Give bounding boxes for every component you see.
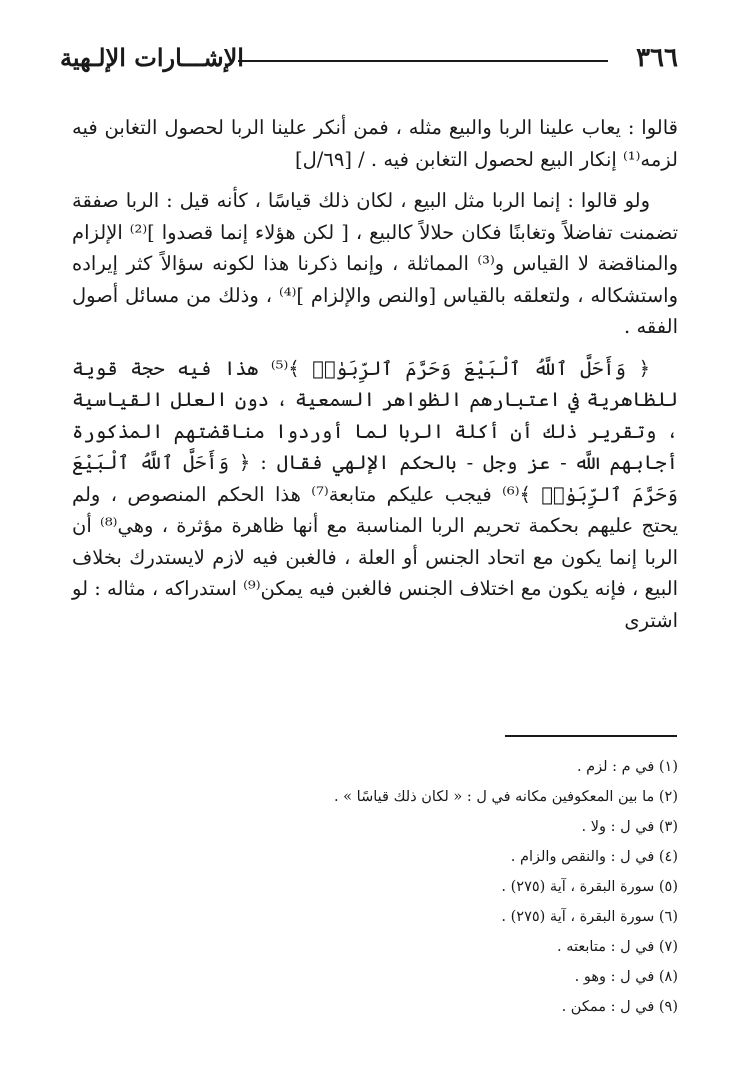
- footnote: (٤) في ل : والنقص والزام .: [510, 849, 678, 865]
- footnote: (٦) سورة البقرة ، آية (٢٧٥) .: [501, 909, 678, 925]
- running-title: الإشـــارات الإلـهية: [60, 43, 244, 72]
- footnote: (٢) ما بين المعكوفين مكانه في ل : « لكان ذلك قياسًا » .: [333, 789, 678, 805]
- paragraph: قالوا : يعاب علينا الربا والبيع مثله ، فمن أنكر علينا الربا لحصول التغابن فيه لزمه⁽¹⁾ إنكار البيع لحصول التغابن فيه . / [٦٩/ل]: [72, 116, 678, 171]
- paragraph: ﴿ وَأَحَلَّ ٱللَّهُ ٱلْبَيْعَ وَحَرَّمَ ٱلرِّبَوٰا۟ ﴾⁽⁵⁾ هذا فيه حجة قوية للظاهرية في اعتبارهم الظواهر السمعية ، دون العلل القياسية ، وتقرير ذلك أن أكلة الربا لما أوردوا مناقضتهم المذكورة أجابهم اللَّه - عز وجل - بالحكم الإلهي فقال : ﴿ وَأَحَلَّ ٱللَّهُ ٱلْبَيْعَ وَحَرَّمَ ٱلرِّبَوٰا۟ ﴾⁽⁶⁾ فيجب عليكم متابعة⁽⁷⁾ هذا الحكم المنصوص ، ولم يحتج عليهم بحكمة تحريم الربا المناسبة مع أنها ظاهرة مؤثرة ، وهي⁽⁸⁾ أن الربا إنما يكون مع اتحاد الجنس أو العلة ، فالغبن فيه لازم لايستدرك بخلاف البيع ، فإنه يكون مع اختلاف الجنس فالغبن فيه يمكن⁽⁹⁾ استدراكه ، مثاله : لو اشترى: [72, 356, 679, 632]
- header-rule: [238, 60, 608, 62]
- footnote: (٩) في ل : ممكن .: [561, 999, 678, 1015]
- page-number: ٣٦٦: [636, 43, 678, 73]
- footnote: (٧) في ل : متابعته .: [557, 939, 678, 955]
- footnotes: [258, 752, 678, 1022]
- footnote: (٨) في ل : وهو .: [574, 969, 678, 985]
- footnote: (١) في م : لزم .: [576, 759, 678, 775]
- paragraph: ولو قالوا : إنما الربا مثل البيع ، لكان ذلك قياسًا ، كأنه قيل : الربا صفقة تضمنت تفاضلاً وتغابنًا فكان حلالاً كالبيع ، [ لكن هؤلاء إنما قصدوا ]⁽²⁾ الإلزام والمناقضة لا القياس و⁽³⁾ المماثلة ، وإنما ذكرنا هذا لكونه سؤالاً كثر إيراده واستشكاله ، ولتعلقه بالقياس [والنص والإلزام ]⁽⁴⁾ ، وذلك من مسائل أصول الفقه .: [72, 189, 679, 338]
- footnote: (٣) في ل : ولا .: [581, 819, 678, 835]
- running-header: [60, 38, 678, 78]
- footnote: (٥) سورة البقرة ، آية (٢٧٥) .: [501, 879, 678, 895]
- main-text: [72, 112, 678, 646]
- footnote-rule: [505, 735, 677, 737]
